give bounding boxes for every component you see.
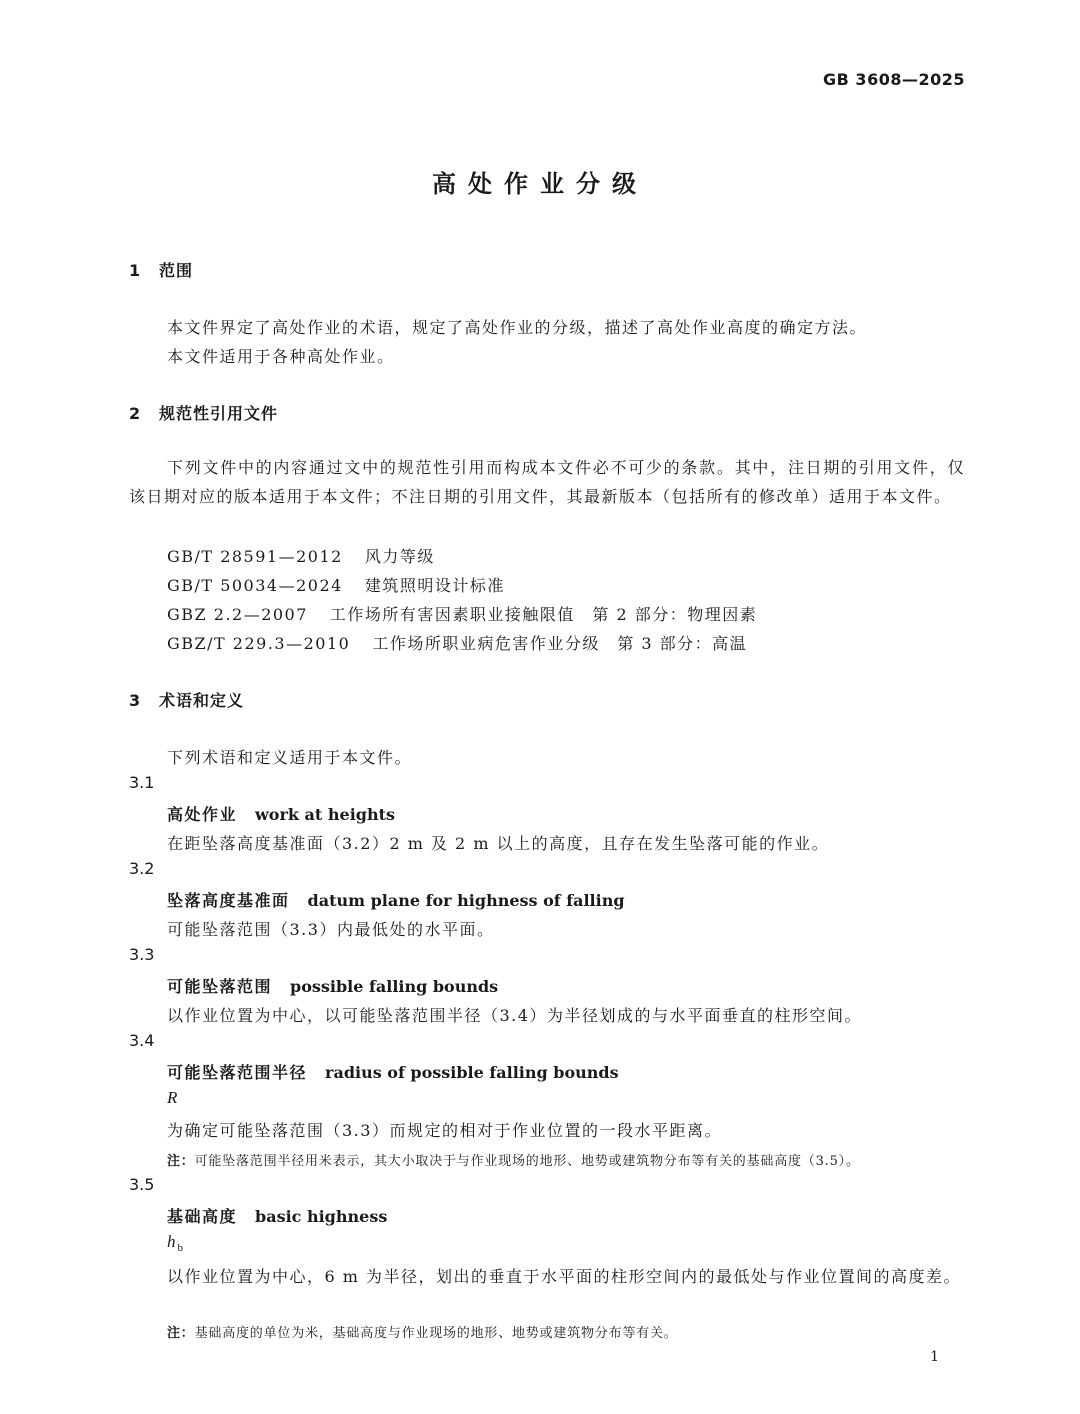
term-definition: 在距坠落高度基准面（3.2）2 m 及 2 m 以上的高度，且存在发生坠落可能的作业。 [167,834,830,853]
section-3-intro: 下列术语和定义适用于本文件。 [167,748,413,767]
section-1-paragraph-2: 本文件适用于各种高处作业。 [167,347,395,366]
term-chinese: 基础高度 [167,1207,238,1226]
section-1-heading [129,258,193,281]
reference-code: GBZ/T 229.3—2010 [167,634,351,653]
term-english: basic highness [255,1207,388,1226]
section-2-heading [129,401,278,424]
reference-title: 风力等级 [364,547,435,566]
section-3-heading [129,688,244,711]
term-symbol: R [167,1088,178,1107]
term-english: possible falling bounds [290,977,499,996]
standard-code: GB 3608—2025 [823,70,965,89]
note-text: 可能坠落范围半径用米表示，其大小取决于与作业现场的地形、地势或建筑物分布等有关的基础高度（3.5）。 [194,1154,860,1169]
term-heading [167,802,395,825]
section-number: 3 [129,691,142,710]
term-chinese: 可能坠落范围半径 [167,1063,308,1082]
term-chinese: 高处作业 [167,805,238,824]
reference-title: 工作场所有害因素职业接触限值 第 2 部分：物理因素 [329,605,758,624]
symbol-base: h [167,1232,176,1251]
term-chinese: 坠落高度基准面 [167,891,290,910]
reference-code: GB/T 50034—2024 [167,576,343,595]
term-heading [167,888,625,911]
page-number: 1 [930,1349,939,1365]
term-english: datum plane for highness of falling [307,891,625,910]
term-english: work at heights [255,805,395,824]
symbol-subscript: b [177,1242,183,1254]
term-note [167,1322,678,1341]
term-number: 3.5 [129,1175,155,1194]
term-number: 3.4 [129,1031,155,1050]
reference-item [167,573,505,596]
section-title: 范围 [159,261,194,280]
reference-title: 工作场所职业病危害作业分级 第 3 部分：高温 [372,634,748,653]
section-number: 1 [129,261,142,280]
term-number: 3.3 [129,945,155,964]
reference-item [167,544,435,567]
section-title: 术语和定义 [159,691,245,710]
reference-item [167,602,757,625]
term-number: 3.2 [129,859,155,878]
section-2-intro: 下列文件中的内容通过文中的规范性引用而构成本文件必不可少的条款。其中，注日期的引用文件，仅该日期对应的版本适用于本文件；不注日期的引用文件，其最新版本（包括所有的修改单）适用于本文件。 [129,458,965,506]
term-definition: 可能坠落范围（3.3）内最低处的水平面。 [167,920,495,939]
section-number: 2 [129,404,142,423]
reference-code: GB/T 28591—2012 [167,547,343,566]
section-1-paragraph-1: 本文件界定了高处作业的术语，规定了高处作业的分级，描述了高处作业高度的确定方法。 [167,318,868,337]
term-note [167,1150,860,1169]
section-title: 规范性引用文件 [159,404,279,423]
note-text: 基础高度的单位为米，基础高度与作业现场的地形、地势或建筑物分布等有关。 [194,1326,678,1341]
term-symbol [167,1232,183,1254]
note-label: 注： [167,1154,195,1169]
term-heading [167,1060,619,1083]
reference-title: 建筑照明设计标准 [364,576,505,595]
reference-code: GBZ 2.2—2007 [167,605,308,624]
page-title: 高处作业分级 [432,170,648,198]
term-heading [167,1204,387,1227]
term-number: 3.1 [129,773,155,792]
term-definition: 以作业位置为中心，以可能坠落范围半径（3.4）为半径划成的与水平面垂直的柱形空间。 [167,1006,862,1025]
note-label: 注： [167,1326,195,1341]
term-definition: 以作业位置为中心，6 m 为半径，划出的垂直于水平面的柱形空间内的最低处与作业位置间的高度差。 [167,1267,962,1286]
reference-item [167,631,747,654]
term-heading [167,974,498,997]
term-chinese: 可能坠落范围 [167,977,273,996]
term-definition: 为确定可能坠落范围（3.3）而规定的相对于作业位置的一段水平距离。 [167,1121,722,1140]
term-english: radius of possible falling bounds [325,1063,619,1082]
